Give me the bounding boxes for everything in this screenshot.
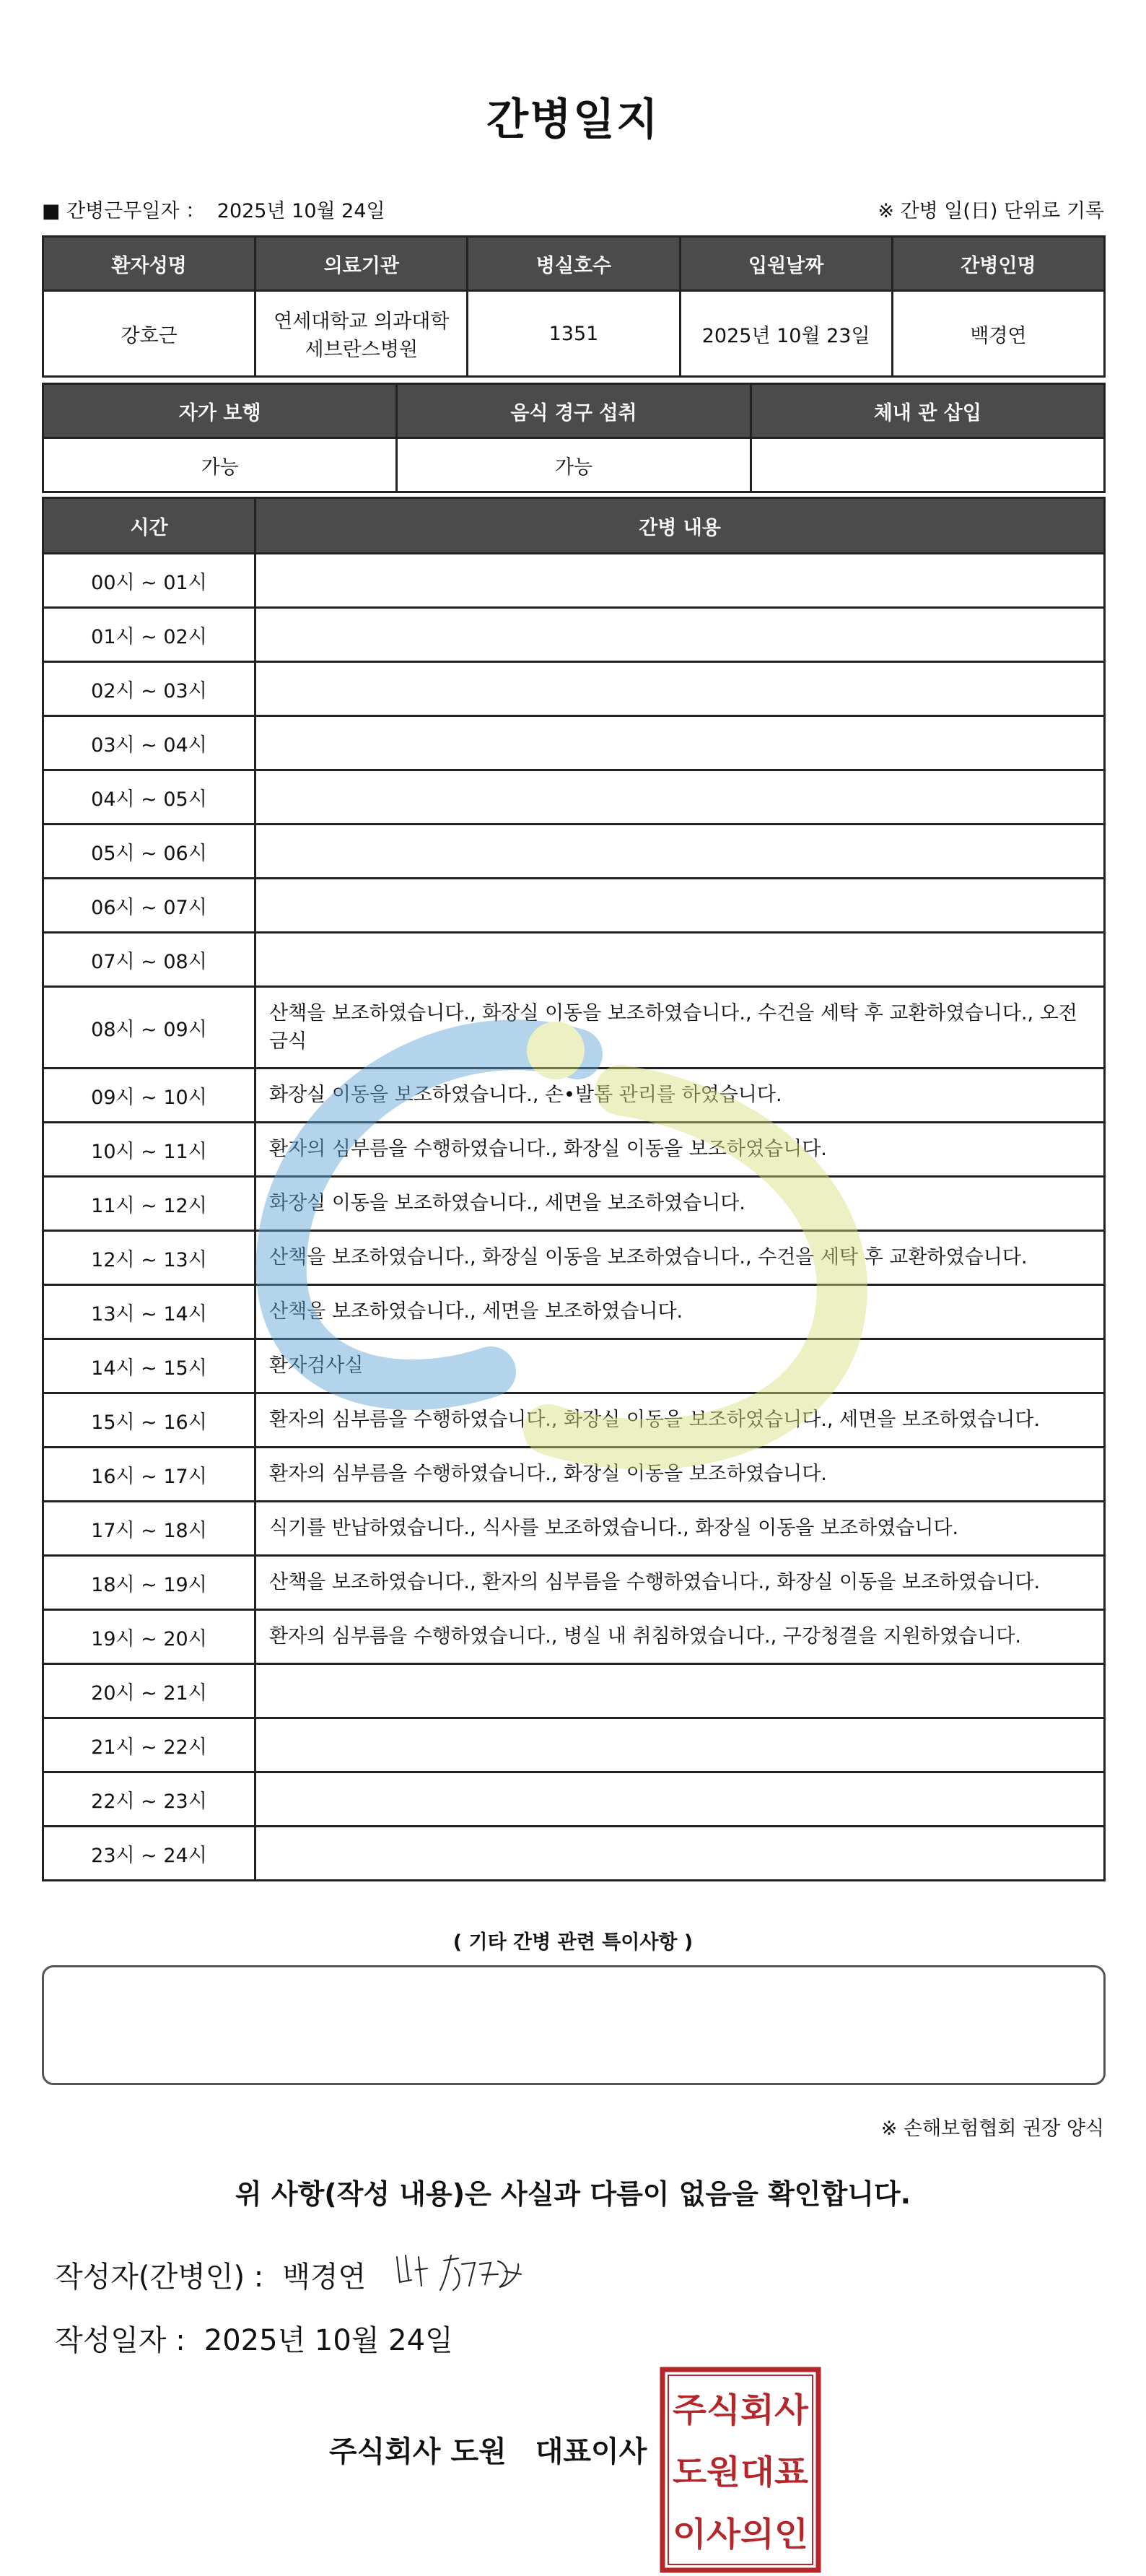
log-time: 23시 ~ 24시 <box>43 1827 255 1881</box>
log-row <box>43 824 1105 879</box>
log-content <box>255 662 1105 716</box>
admission-date: 2025년 10월 23일 <box>680 291 892 377</box>
writer-name: 백경연 <box>282 2260 367 2294</box>
log-content <box>255 824 1105 879</box>
log-row <box>43 716 1105 770</box>
header-caregiver: 간병인명 <box>892 237 1104 291</box>
log-row <box>43 933 1105 987</box>
header-room: 병실호수 <box>468 237 680 291</box>
work-date-value: 2025년 10월 24일 <box>216 200 385 222</box>
oral-intake-value: 가능 <box>397 438 751 492</box>
notes-title: ( 기타 간병 관련 특이사항 ) <box>452 1931 694 1954</box>
log-time: 16시 ~ 17시 <box>43 1448 255 1502</box>
unit-note: ※ 간병 일(日) 단위로 기록 <box>878 200 1104 222</box>
log-time: 10시 ~ 11시 <box>43 1123 255 1177</box>
log-content: 산책을 보조하였습니다., 세면을 보조하였습니다. <box>255 1285 1105 1339</box>
tube-insertion-value <box>751 438 1104 492</box>
log-content: 산책을 보조하였습니다., 환자의 심부름을 수행하였습니다., 화장실 이동을 보조하였습니다. <box>255 1556 1105 1610</box>
header-oral-intake: 음식 경구 섭취 <box>397 384 751 438</box>
seal-text-line: 도원대표 <box>673 2453 809 2492</box>
header-walking: 자가 보행 <box>43 384 397 438</box>
log-content <box>255 1772 1105 1827</box>
patient-name: 강호근 <box>43 291 255 377</box>
log-content <box>255 770 1105 824</box>
log-content: 산책을 보조하였습니다., 화장실 이동을 보조하였습니다., 수건을 세탁 후 교환하였습니다. <box>255 1231 1105 1285</box>
log-row <box>43 1448 1105 1502</box>
write-date-value: 2025년 10월 24일 <box>204 2324 453 2357</box>
log-time: 02시 ~ 03시 <box>43 662 255 716</box>
header-care-content: 간병 내용 <box>255 498 1105 554</box>
log-row <box>43 1610 1105 1664</box>
care-status-table <box>42 383 1106 493</box>
log-content: 화장실 이동을 보조하였습니다., 세면을 보조하였습니다. <box>255 1177 1105 1231</box>
company-line <box>329 2429 647 2470</box>
log-time: 05시 ~ 06시 <box>43 824 255 879</box>
log-content <box>255 933 1105 987</box>
log-time: 06시 ~ 07시 <box>43 879 255 933</box>
log-time: 00시 ~ 01시 <box>43 554 255 608</box>
page-title: 간병일지 <box>486 95 660 145</box>
header-hospital: 의료기관 <box>255 237 468 291</box>
handwritten-signature <box>390 2242 534 2300</box>
writer-label: 작성자(간병인) : <box>55 2260 264 2294</box>
log-row <box>43 770 1105 824</box>
log-time: 12시 ~ 13시 <box>43 1231 255 1285</box>
work-date <box>42 195 385 223</box>
log-time: 22시 ~ 23시 <box>43 1772 255 1827</box>
log-row <box>43 1339 1105 1393</box>
log-row <box>43 1718 1105 1772</box>
log-time: 08시 ~ 09시 <box>43 987 255 1069</box>
company-name: 주식회사 도원 <box>329 2435 507 2468</box>
company-seal-stamp <box>658 2365 823 2575</box>
notes-box <box>42 1965 1106 2085</box>
log-row <box>43 608 1105 662</box>
log-row <box>43 1556 1105 1610</box>
hospital-line-2: 세브란스병원 <box>305 339 419 361</box>
log-time: 07시 ~ 08시 <box>43 933 255 987</box>
log-row <box>43 1177 1105 1231</box>
log-row <box>43 1664 1105 1718</box>
work-date-label: ■ 간병근무일자 ： <box>42 200 206 222</box>
log-time: 01시 ~ 02시 <box>43 608 255 662</box>
log-content: 산책을 보조하였습니다., 화장실 이동을 보조하였습니다., 수건을 세탁 후 교환하였습니다., 오전 금식 <box>255 987 1105 1069</box>
log-content <box>255 1718 1105 1772</box>
log-row <box>43 1772 1105 1827</box>
log-time: 19시 ~ 20시 <box>43 1610 255 1664</box>
hospital <box>255 291 468 377</box>
log-content <box>255 554 1105 608</box>
header-tube-insertion: 체내 관 삽입 <box>751 384 1104 438</box>
log-content <box>255 1664 1105 1718</box>
walking-value: 가능 <box>43 438 397 492</box>
log-content: 환자의 심부름을 수행하였습니다., 화장실 이동을 보조하였습니다. <box>255 1448 1105 1502</box>
ceo-title: 대표이사 <box>535 2435 647 2468</box>
log-time: 20시 ~ 21시 <box>43 1664 255 1718</box>
log-content: 환자의 심부름을 수행하였습니다., 화장실 이동을 보조하였습니다. <box>255 1123 1105 1177</box>
header-patient-name: 환자성명 <box>43 237 255 291</box>
log-time: 13시 ~ 14시 <box>43 1285 255 1339</box>
recommend-note: ※ 손해보험협회 권장 양식 <box>880 2118 1104 2140</box>
hourly-log-table <box>42 497 1106 1881</box>
header-time: 시간 <box>43 498 255 554</box>
log-content <box>255 716 1105 770</box>
log-content <box>255 879 1105 933</box>
log-time: 04시 ~ 05시 <box>43 770 255 824</box>
write-date-line <box>55 2318 453 2359</box>
log-content: 화장실 이동을 보조하였습니다., 손•발톱 관리를 하였습니다. <box>255 1069 1105 1123</box>
log-row <box>43 1827 1105 1881</box>
seal-text-line: 주식회사 <box>673 2390 809 2429</box>
log-time: 11시 ~ 12시 <box>43 1177 255 1231</box>
log-row <box>43 987 1105 1069</box>
header-admission-date: 입원날짜 <box>680 237 892 291</box>
log-time: 18시 ~ 19시 <box>43 1556 255 1610</box>
log-time: 17시 ~ 18시 <box>43 1502 255 1556</box>
log-row <box>43 1502 1105 1556</box>
log-row <box>43 662 1105 716</box>
writer-line <box>55 2254 366 2295</box>
log-content <box>255 1827 1105 1881</box>
log-content <box>255 608 1105 662</box>
log-content: 식기를 반납하였습니다., 식사를 보조하였습니다., 화장실 이동을 보조하였습니다. <box>255 1502 1105 1556</box>
hospital-line-1: 연세대학교 의과대학 <box>274 310 450 333</box>
log-row <box>43 1285 1105 1339</box>
write-date-label: 작성일자 : <box>55 2324 185 2357</box>
log-row <box>43 554 1105 608</box>
log-time: 15시 ~ 16시 <box>43 1393 255 1448</box>
log-row <box>43 1123 1105 1177</box>
log-row <box>43 1231 1105 1285</box>
log-time: 03시 ~ 04시 <box>43 716 255 770</box>
log-content: 환자의 심부름을 수행하였습니다., 화장실 이동을 보조하였습니다., 세면을 보조하였습니다. <box>255 1393 1105 1448</box>
log-row <box>43 1069 1105 1123</box>
log-content: 환자의 심부름을 수행하였습니다., 병실 내 취침하였습니다., 구강청결을 지원하였습니다. <box>255 1610 1105 1664</box>
log-time: 21시 ~ 22시 <box>43 1718 255 1772</box>
seal-text-line: 이사의인 <box>673 2515 808 2554</box>
log-time: 09시 ~ 10시 <box>43 1069 255 1123</box>
confirmation-statement: 위 사항(작성 내용)은 사실과 다름이 없음을 확인합니다. <box>235 2178 911 2210</box>
patient-info-table <box>42 235 1106 378</box>
caregiver-name: 백경연 <box>892 291 1104 377</box>
log-content: 환자검사실 <box>255 1339 1105 1393</box>
log-time: 14시 ~ 15시 <box>43 1339 255 1393</box>
log-row <box>43 879 1105 933</box>
log-row <box>43 1393 1105 1448</box>
room-number: 1351 <box>468 291 680 377</box>
